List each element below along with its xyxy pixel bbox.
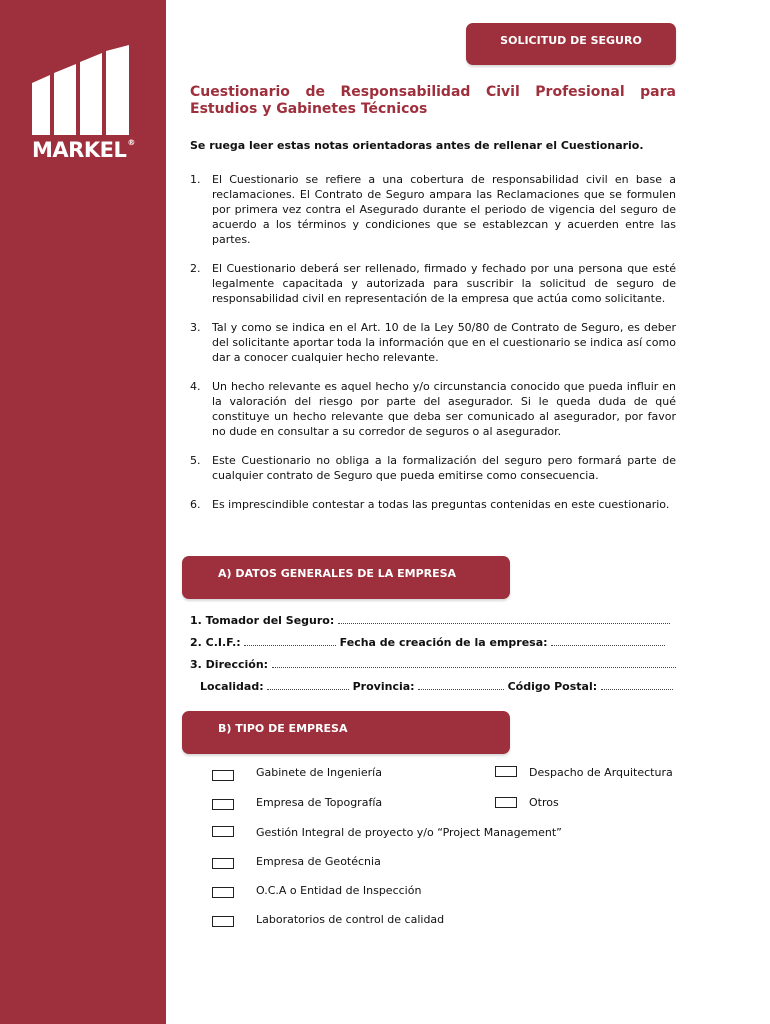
option-checkbox[interactable] <box>495 797 517 808</box>
brand-sidebar <box>0 0 166 1024</box>
cif-label: 2. C.I.F.: <box>190 636 241 649</box>
cif-input[interactable] <box>244 636 336 646</box>
provincia-label: Provincia: <box>352 680 415 693</box>
list-item: 4. Un hecho relevante es aquel hecho y/o circunstancia conocido que pueda influir en la valoración del riesgo por parte del asegurador. Si le queda duda de qué constituye un hecho relevante que deba ser comunicado al asegurador, por favor no dude en consultar a su corredor de seguros o al asegurador. <box>190 380 676 438</box>
cif-field-row <box>190 636 665 649</box>
localidad-input[interactable] <box>267 680 349 690</box>
list-item: 1. El Cuestionario se refiere a una cobertura de responsabilidad civil en base a reclamaciones. El Contrato de Seguro ampara las Reclamaciones que se formulen por primera vez contra el Asegurado durante el periodo de vigencia del seguro de acuerdo a los términos y condiciones que se establezcan y acuerden entre las partes. <box>190 173 676 246</box>
option-checkbox[interactable] <box>212 887 234 898</box>
tomador-field-row <box>190 614 670 627</box>
section-b-heading: B) TIPO DE EMPRESA <box>182 711 510 754</box>
section-a-heading: A) DATOS GENERALES DE LA EMPRESA <box>182 556 510 599</box>
option-label: Laboratorios de control de calidad <box>256 913 445 926</box>
fecha-input[interactable] <box>551 636 665 646</box>
option-label: Empresa de Topografía <box>256 796 383 809</box>
codigo-postal-label: Código Postal: <box>507 680 598 693</box>
direccion-field-row <box>190 658 676 671</box>
form-type-badge: SOLICITUD DE SEGURO <box>466 23 676 65</box>
list-item: 2. El Cuestionario deberá ser rellenado, firmado y fechado por una persona que esté legalmente capacitada y autorizada para suscribir la solicitud de seguro de responsabilidad civil en representación de la empresa que actúa como solicitante. <box>190 262 676 305</box>
notes-list <box>190 172 676 526</box>
list-item: 5. Este Cuestionario no obliga a la formalización del seguro pero formará parte de cualquier contrato de Seguro que pueda emitirse como consecuencia. <box>190 454 676 482</box>
option-label: Gestión Integral de proyecto y/o “Project Management” <box>256 826 562 839</box>
option-label: Gabinete de Ingeniería <box>256 766 382 779</box>
direccion-label: 3. Dirección: <box>190 658 269 671</box>
tomador-input[interactable] <box>338 614 670 624</box>
page-title: Cuestionario de Responsabilidad Civil Profesional para Estudios y Gabinetes Técnicos <box>190 84 676 117</box>
option-checkbox[interactable] <box>212 770 234 781</box>
list-item: 6. Es imprescindible contestar a todas las preguntas contenidas en este cuestionario. <box>190 498 670 511</box>
direccion-input[interactable] <box>272 658 676 668</box>
option-label: Despacho de Arquitectura <box>529 766 673 779</box>
fecha-label: Fecha de creación de la empresa: <box>339 636 548 649</box>
option-label: Empresa de Geotécnia <box>256 855 381 868</box>
intro-text: Se ruega leer estas notas orientadoras antes de rellenar el Cuestionario. <box>190 139 644 152</box>
option-checkbox[interactable] <box>495 766 517 777</box>
provincia-input[interactable] <box>418 680 504 690</box>
localidad-field-row <box>200 680 673 693</box>
option-checkbox[interactable] <box>212 799 234 810</box>
option-label: O.C.A o Entidad de Inspección <box>256 884 422 897</box>
list-item: 3. Tal y como se indica en el Art. 10 de la Ley 50/80 de Contrato de Seguro, es deber del solicitante aportar toda la información que en el cuestionario se indica así como dar a conocer cualquier hecho relevante. <box>190 321 676 364</box>
markel-logo-icon <box>32 45 132 135</box>
codigo-postal-input[interactable] <box>601 680 673 690</box>
brand-name: MARKEL® <box>32 138 135 162</box>
option-checkbox[interactable] <box>212 916 234 927</box>
tomador-label: 1. Tomador del Seguro: <box>190 614 335 627</box>
option-checkbox[interactable] <box>212 826 234 837</box>
option-checkbox[interactable] <box>212 858 234 869</box>
option-label: Otros <box>529 796 559 809</box>
localidad-label: Localidad: <box>200 680 264 693</box>
